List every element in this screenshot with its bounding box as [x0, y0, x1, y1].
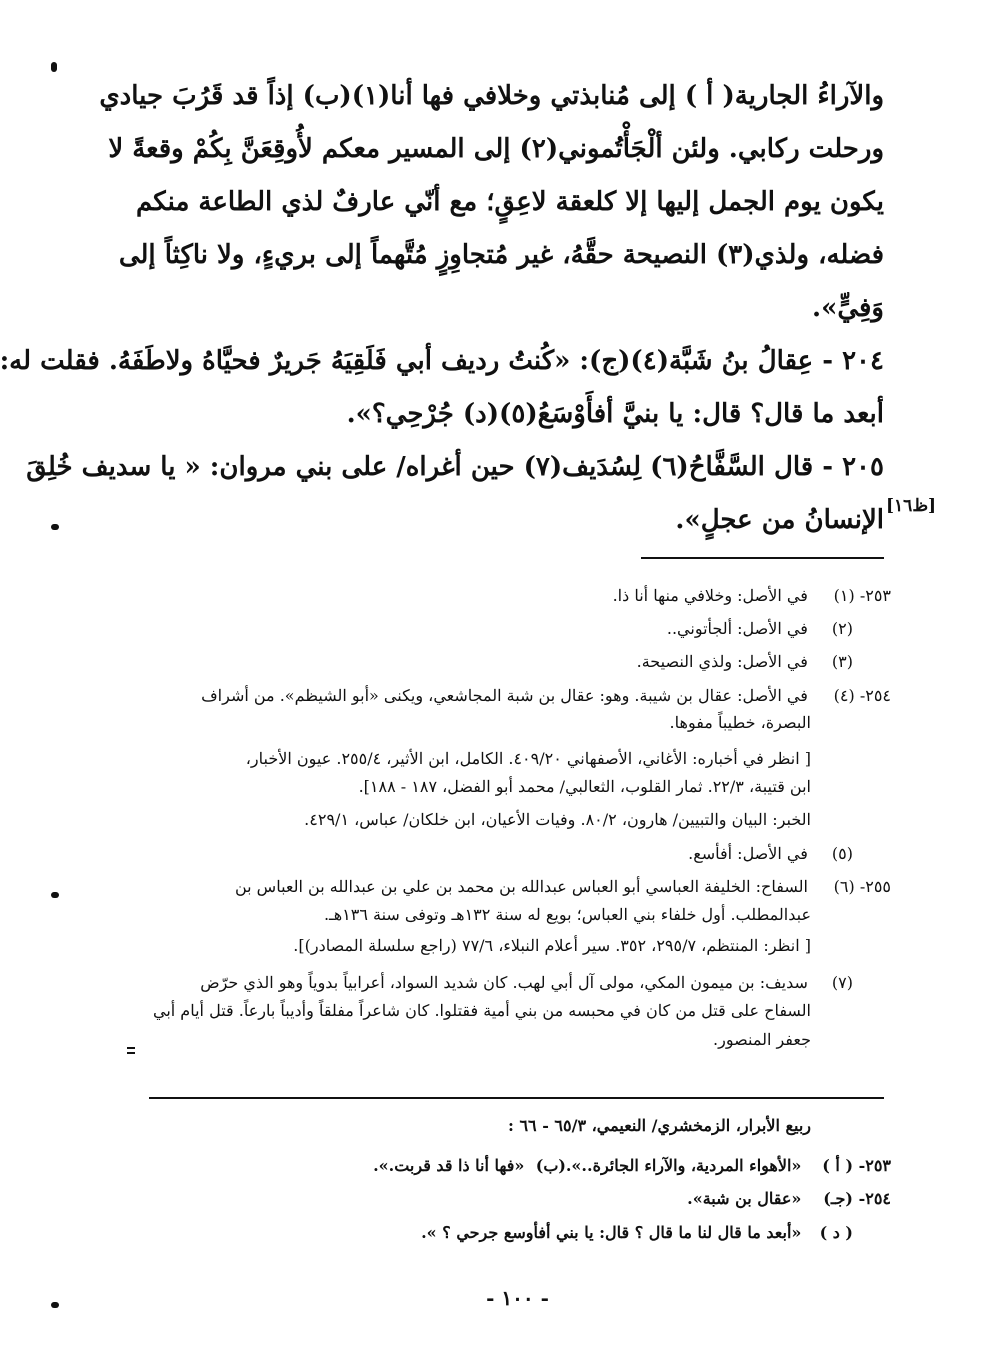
- variants-separator: [149, 1097, 884, 1099]
- footnote-line: (٧) سديف: بن ميمون المكي، مولى آل أبي لهب. كان شديد السواد، أعرابياً بدوياً وهو الذي حرّض: [200, 973, 853, 992]
- scan-mark: [127, 1047, 135, 1049]
- main-line: الإنسانُ من عجلٍ».: [675, 505, 884, 535]
- footnote-line: ٢٥٤- (٤) في الأصل: عقال بن شيبة. وهو: عقال بن شبة المجاشعي، ويكنى «أبو الشيظم». من أشراف: [201, 686, 891, 705]
- footnote-line: جعفر المنصور.: [713, 1030, 811, 1049]
- footnote-line: [ انظر في أخباره: الأغاني، الأصفهاني ٤٠٩/٢٠. الكامل، ابن الأثير، ٢٥٥/٤. عيون الأخبار،: [245, 749, 811, 768]
- footnote-line: ابن قتيبة، ٢٢/٣. ثمار القلوب، الثعالبي/ محمد أبو الفضل، ١٨٧ - ١٨٨].: [358, 777, 811, 796]
- footnote-line: [ انظر: المنتظم، ٢٩٥/٧، ٣٥٢. سير أعلام النبلاء، ٧٧/٦ (راجع سلسلة المصادر)].: [293, 936, 811, 955]
- footnote-line: البصرة، خطيباً مفوها.: [669, 713, 811, 732]
- footnotes: [141, 585, 891, 1065]
- main-line: ورحلت ركابي. ولئن ألْجَأْتُموني(٢) إلى المسير معكم لأُوقِعَنَّ بِكُمْ وقعةً لا: [108, 134, 884, 164]
- variant-line: ٢٥٣- ( أ ) «الأهواء المردية، والآراء الجائرة..».: [565, 1156, 891, 1175]
- footnote-line: ٢٥٥- (٦) السفاح: الخليفة العباسي أبو العباس عبدالله بن محمد بن علي بن عبدالله بن العباس بن: [234, 877, 891, 896]
- variant-line: (ب) «فها أنا ذا قد قربت.».: [373, 1156, 566, 1175]
- footnote-line: (٥) في الأصل: أفأسع.: [688, 844, 853, 863]
- footnote-line: السفاح على قتل من كان في محبسه من بني أمية فقتلوا. كان شاعراً مفلقاً وأديباً بارعاً. قتل أيام أبي: [152, 1001, 811, 1020]
- main-line: ٢٠٤ - عِقالُ بنُ شَبَّة(٤)(ج): «كُنتُ رديف أبي فَلَقِيَهُ جَريرٌ فحيَّاهُ ولاطَفَهُ. فقلت له:: [0, 346, 884, 376]
- scan-mark: [127, 1052, 135, 1054]
- page-number: - ١٠٠ -: [486, 1286, 549, 1310]
- scan-mark: [51, 892, 59, 898]
- scan-mark: [51, 524, 59, 530]
- footnote-line: ٢٥٣- (١) في الأصل: وخلافي منها أنا ذا.: [612, 586, 891, 605]
- variant-line: ٢٥٤- (جـ) «عقال بن شبة».: [687, 1189, 891, 1208]
- main-line: يكون يوم الجمل إليها إلا كلعقة لاعِقٍ؛ مع أنّي عارفٌ لذي الطاعة منكم: [135, 187, 884, 217]
- main-text: [0, 70, 884, 547]
- footnote-line: (٢) في الأصل: ألجأتوني..: [666, 619, 853, 638]
- variant-line: ( د ) «أبعد ما قال لنا ما قال ؟ قال: يا بني أفأوسع جرحي ؟ ».: [421, 1223, 853, 1242]
- main-line: أبعد ما قال؟ قال: يا بنيَّ أفأَوْسَعُ(٥)(د) جُرْحِي؟».: [346, 399, 884, 429]
- main-line: والآراءُ الجارية( أ ) إلى مُنابذتي وخلافي فها أنا(١)(ب) إذاً قد قَرُبَ جيادي: [99, 81, 884, 111]
- main-line: وَفِيٍّ».: [812, 293, 884, 323]
- main-line: ٢٠٥ - قال السَّفَّاحُ(٦) لِسُدَيف(٧) حين أغراه/ على بني مروان: « يا سديف خُلِقَ: [26, 452, 884, 482]
- folio-reference: [ظ١٦]: [886, 496, 937, 516]
- footnote-line: (٣) في الأصل: ولذي النصيحة.: [636, 652, 853, 671]
- variant-readings: [141, 1115, 891, 1255]
- variants-header: ربيع الأبرار، الزمخشري/ النعيمي، ٦٥/٣ - ٦٦ :: [507, 1116, 811, 1135]
- footnote-line: عبدالمطلب. أول خلفاء بني العباس؛ بويع له سنة ١٣٢هـ وتوفى سنة ١٣٦هـ.: [323, 905, 811, 924]
- footnote-separator: [641, 557, 884, 559]
- scan-mark: [51, 62, 57, 72]
- footnote-line: الخبر: البيان والتبيين/ هارون، ٨٠/٢. وفيات الأعيان، ابن خلكان/ عباس، ٤٢٩/١.: [304, 810, 811, 829]
- main-line: فضله، ولذي(٣) النصيحة حقَّهُ، غير مُتجاوِزٍ مُتَّهماً إلى بريءٍ، ولا ناكِثاً إلى: [118, 240, 884, 270]
